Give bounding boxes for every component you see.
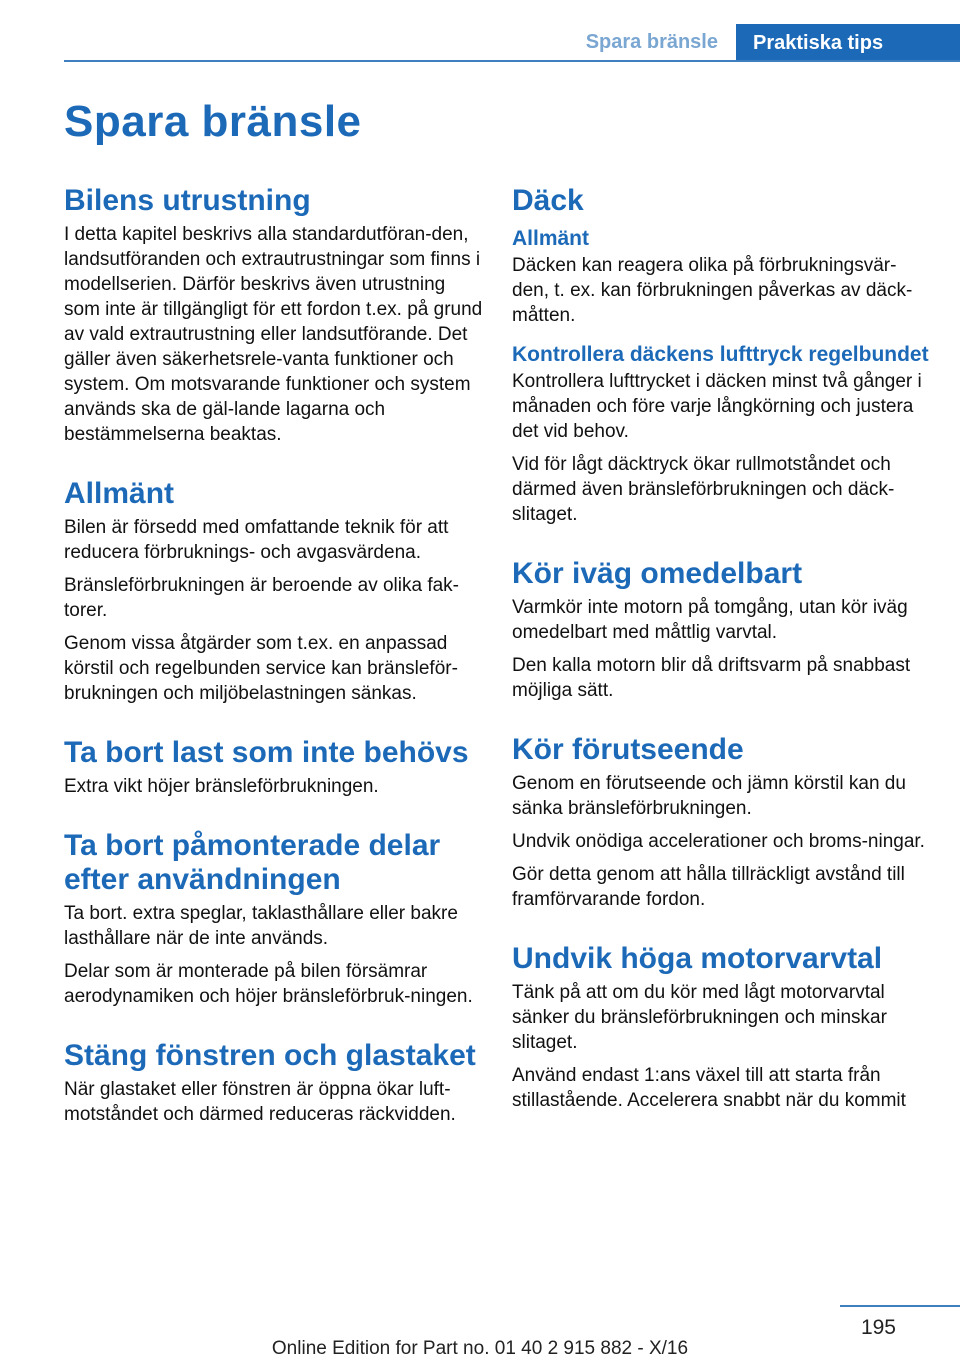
subsection-tire-pressure [512,342,932,527]
page-number: 195 [860,1316,896,1339]
section-remove-load [64,736,484,799]
paragraph: Extra vikt höjer bränsleförbrukningen. [64,776,379,797]
header-rule [64,60,960,62]
paragraph: Däcken kan reagera olika på förbrukningsvär-den, t. ex. kan förbrukningen påverkas av däck-måtten. [512,255,913,326]
paragraph: Bilen är försedd med omfattande teknik för att reducera förbruknings- och avgasvärdena. [64,517,449,563]
section-avoid-high-rpm [512,942,932,1113]
page-title: Spara bränsle [64,97,362,146]
section-general [64,477,484,706]
section-remove-mounted-parts [64,829,484,1009]
section-heading: Ta bort last som inte behövs [64,736,469,769]
section-drive-off-immediately [512,557,932,703]
paragraph: Kontrollera lufttrycket i däcken minst två gånger i månaden och före varje långkörning och justera det vid behov. [512,371,922,442]
paragraph: Genom en förutseende och jämn körstil kan du sänka bränsleförbrukningen. [512,773,906,819]
right-column [512,184,932,1143]
paragraph: Tänk på att om du kör med lågt motorvarvtal sänker du bränsleförbrukningen och minskar slitaget. [512,982,887,1053]
paragraph: Bränsleförbrukningen är beroende av olika fak-torer. [64,575,460,621]
paragraph: Undvik onödiga accelerationer och broms-ningar. [512,831,925,852]
paragraph: Varmkör inte motorn på tomgång, utan kör iväg omedelbart med måttlig varvtal. [512,597,908,643]
paragraph: I detta kapitel beskrivs alla standardutföran-den, landsutföranden och extrautrustningar som finns i modellserien. Därför beskrivs även utrustning som inte är tillgängligt för ett fordon t.ex. på grund av vald extrautrustning eller landsutförande. Det gäller även säkerhetsrele-vanta funktioner och system. Om motsvarande funktioner och system används ska de gäl-lande lagarna och bestämmelserna beaktas. [64,224,483,445]
section-heading: Kör förutseende [512,733,744,766]
section-heading: Undvik höga motorvarvtal [512,942,883,975]
section-drive-anticipating [512,733,932,912]
section-close-windows [64,1039,484,1127]
section-heading: Bilens utrustning [64,184,311,217]
paragraph: Den kalla motorn blir då driftsvarm på snabbast möjliga sätt. [512,655,911,701]
paragraph: Gör detta genom att hålla tillräckligt avstånd till framförvarande fordon. [512,864,905,910]
subsection-tires-general [512,226,932,328]
paragraph: Ta bort. extra speglar, taklasthållare eller bakre lasthållare när de inte används. [64,903,458,949]
section-heading: Stäng fönstren och glastaket [64,1039,476,1072]
section-equipment [64,184,484,447]
left-column [64,184,484,1157]
header-chapter-tab: Praktiska tips [736,24,960,62]
subsection-heading: Kontrollera däckens lufttryck regelbundet [512,343,929,366]
footer-rule [840,1305,960,1307]
section-heading: Kör iväg omedelbart [512,557,803,590]
section-tires [512,184,932,527]
paragraph: Delar som är monterade på bilen försämrar aerodynamiken och höjer bränsleförbruk-ningen. [64,961,473,1007]
subsection-heading: Allmänt [512,227,590,250]
paragraph: Använd endast 1:ans växel till att starta från stillastående. Accelerera snabbt när du kommit [512,1065,906,1111]
section-heading: Däck [512,184,584,217]
section-heading: Ta bort påmonterade delar efter användningen [64,829,441,896]
header-section-tab: Spara bränsle [585,31,718,53]
paragraph: När glastaket eller fönstren är öppna ökar luft-motståndet och därmed reduceras räckvidden. [64,1079,456,1125]
section-heading: Allmänt [64,477,175,510]
edition-footer: Online Edition for Part no. 01 40 2 915 882 - X/16 [271,1338,689,1359]
paragraph: Genom vissa åtgärder som t.ex. en anpassad körstil och regelbunden service kan bränsleför-brukningen och miljöbelastningen sänkas. [64,633,458,704]
paragraph: Vid för lågt däcktryck ökar rullmotståndet och därmed även bränsleförbrukningen och däck-slitaget. [512,454,895,525]
